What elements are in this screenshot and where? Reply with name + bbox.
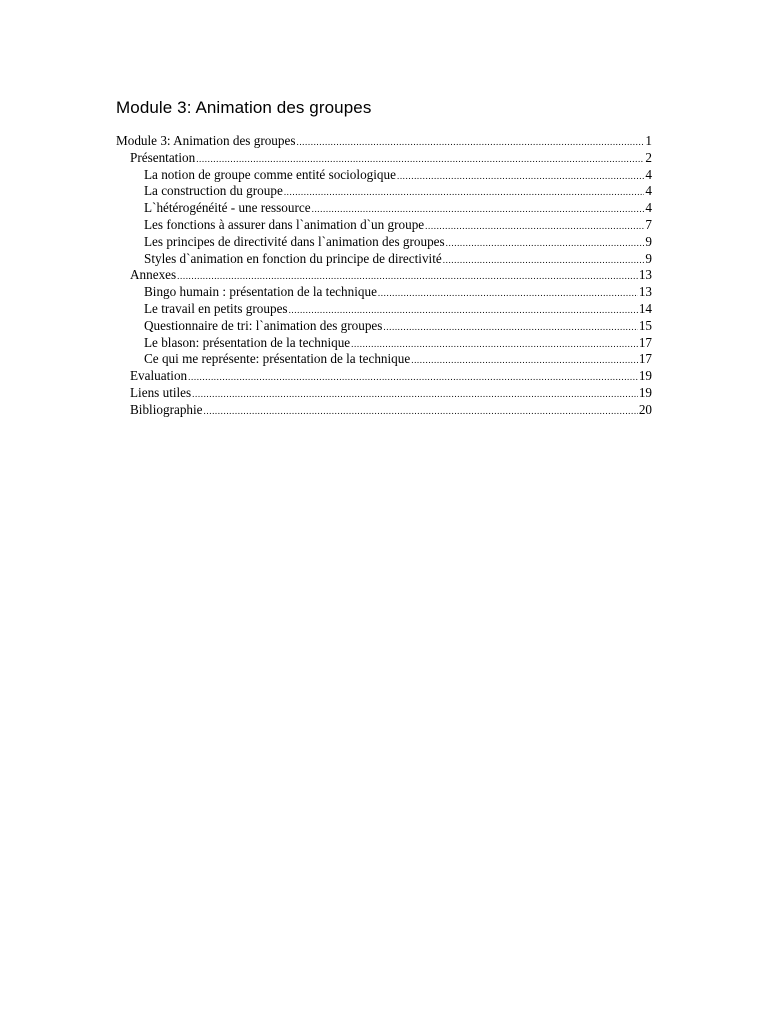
toc-entry[interactable] [116, 234, 652, 251]
toc-page-number: 2 [645, 149, 652, 165]
toc-entry[interactable] [116, 183, 652, 200]
toc-entry[interactable] [116, 167, 652, 184]
toc-entry-title: Styles d`animation en fonction du principe de directivité [144, 250, 442, 266]
toc-dot-leader [196, 151, 644, 167]
toc-entry[interactable] [116, 133, 652, 150]
toc-dot-leader [397, 168, 644, 184]
toc-entry[interactable] [116, 335, 652, 352]
toc-dot-leader [192, 386, 638, 402]
toc-page-number: 14 [638, 300, 652, 316]
toc-entry-title: Le blason: présentation de la technique [144, 334, 351, 350]
toc-entry-title: Bingo humain : présentation de la technique [144, 284, 377, 300]
toc-page-number: 4 [645, 200, 652, 216]
toc-entry-title: Le travail en petits groupes [144, 300, 288, 316]
toc-entry-title: La construction du groupe [144, 183, 283, 199]
toc-page-number: 7 [645, 216, 652, 232]
toc-page-number: 15 [638, 317, 652, 333]
toc-entry[interactable] [116, 150, 652, 167]
toc-entry-title: Annexes [130, 267, 177, 283]
toc-page-number: 13 [638, 267, 652, 283]
toc-entry[interactable] [116, 402, 652, 419]
toc-dot-leader [188, 369, 638, 385]
toc-page-number: 4 [645, 166, 652, 182]
toc-dot-leader [378, 285, 638, 301]
toc-entry-title: Présentation [130, 149, 196, 165]
toc-page-number: 1 [645, 133, 652, 148]
toc-dot-leader [204, 403, 638, 419]
toc-entry-title: Ce qui me représente: présentation de la technique [144, 351, 411, 367]
toc-dot-leader [411, 352, 638, 368]
toc-entry[interactable] [116, 318, 652, 335]
toc-entry-title: Les fonctions à assurer dans l`animation d`un groupe [144, 216, 425, 232]
toc-entry-title: Questionnaire de tri: l`animation des groupes [144, 317, 383, 333]
toc-page-number: 17 [638, 334, 652, 350]
toc-page-number: 4 [645, 183, 652, 199]
toc-page-number: 13 [638, 284, 652, 300]
toc-page-number: 9 [645, 233, 652, 249]
toc-dot-leader [351, 336, 638, 352]
toc-entry-title: Les principes de directivité dans l`animation des groupes [144, 233, 445, 249]
toc-entry-title: Liens utiles [130, 384, 192, 400]
toc-entry[interactable] [116, 351, 652, 368]
toc-dot-leader [383, 319, 637, 335]
table-of-contents [116, 133, 652, 419]
toc-page-number: 17 [638, 351, 652, 367]
toc-entry[interactable] [116, 368, 652, 385]
toc-entry-title: L`hétérogénéité - une ressource [144, 200, 311, 216]
toc-page-number: 9 [645, 250, 652, 266]
toc-entry-title: Bibliographie [130, 401, 203, 417]
toc-entry-title: Module 3: Animation des groupes [116, 133, 296, 148]
toc-dot-leader [443, 252, 645, 268]
toc-dot-leader [446, 235, 645, 251]
toc-dot-leader [284, 184, 645, 200]
toc-dot-leader [289, 302, 638, 318]
toc-entry[interactable] [116, 267, 652, 284]
toc-page-number: 19 [638, 368, 652, 384]
toc-page-number: 20 [638, 401, 652, 417]
toc-dot-leader [425, 218, 644, 234]
toc-entry[interactable] [116, 200, 652, 217]
toc-dot-leader [296, 134, 644, 150]
toc-entry[interactable] [116, 284, 652, 301]
toc-dot-leader [177, 268, 638, 284]
toc-entry-title: La notion de groupe comme entité sociologique [144, 166, 396, 182]
toc-entry[interactable] [116, 217, 652, 234]
toc-dot-leader [312, 201, 645, 217]
toc-entry[interactable] [116, 301, 652, 318]
toc-entry[interactable] [116, 251, 652, 268]
toc-entry-title: Evaluation [130, 368, 188, 384]
page-title: Module 3: Animation des groupes [116, 98, 372, 117]
toc-entry[interactable] [116, 385, 652, 402]
toc-page-number: 19 [638, 384, 652, 400]
